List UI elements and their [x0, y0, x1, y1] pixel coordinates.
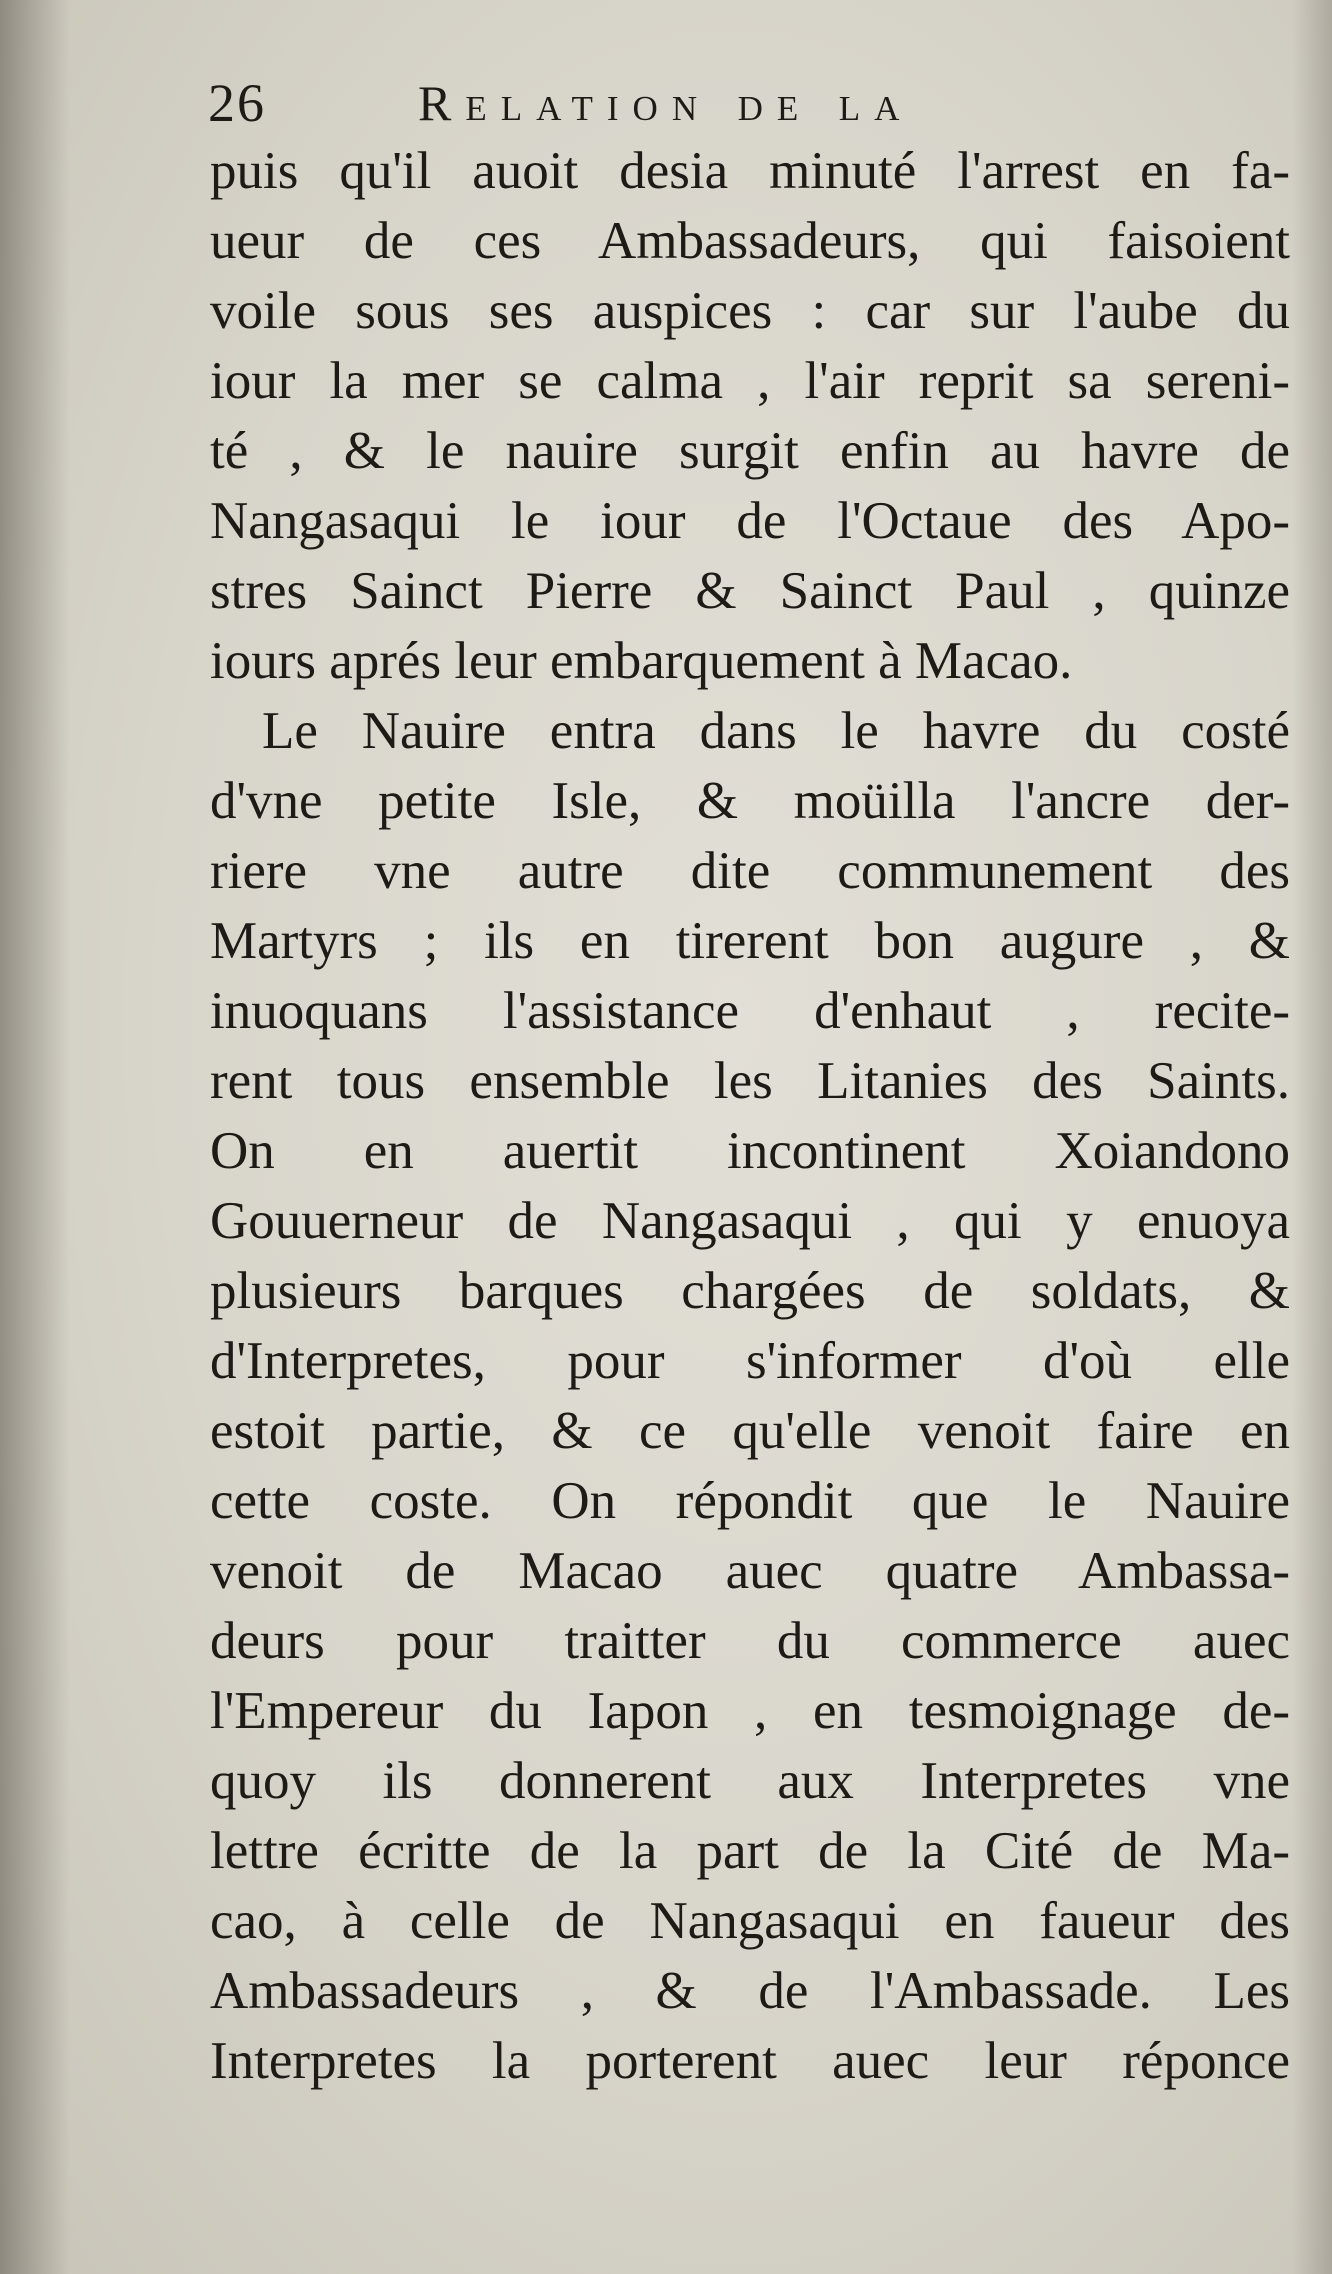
running-head — [208, 68, 1288, 138]
running-title: Relation de la — [418, 75, 914, 131]
text-line: Nangasaqui le iour de l'Octaue des Apo- — [210, 492, 1290, 550]
text-line: stres Sainct Pierre & Sainct Paul , quinze — [210, 562, 1290, 620]
text-line: cette coste. On répondit que le Nauire — [210, 1472, 1290, 1530]
text-line: estoit partie, & ce qu'elle venoit faire en — [210, 1402, 1290, 1460]
text-line: venoit de Macao auec quatre Ambassa- — [210, 1542, 1290, 1600]
text-line: Ambassadeurs , & de l'Ambassade. Les — [210, 1962, 1290, 2020]
text-line: té , & le nauire surgit enfin au havre de — [210, 422, 1290, 480]
page-number: 26 — [208, 73, 266, 133]
text-line: d'vne petite Isle, & moüilla l'ancre der- — [210, 772, 1290, 830]
text-line: lettre écritte de la part de la Cité de Ma- — [210, 1822, 1290, 1880]
text-line: d'Interpretes, pour s'informer d'où elle — [210, 1332, 1290, 1390]
text-line: Gouuerneur de Nangasaqui , qui y enuoya — [210, 1192, 1290, 1250]
text-line: puis qu'il auoit desia minuté l'arrest en fa- — [210, 142, 1290, 200]
text-line: l'Empereur du Iapon , en tesmoignage de- — [210, 1682, 1290, 1740]
text-line: riere vne autre dite communement des — [210, 842, 1290, 900]
text-line: cao, à celle de Nangasaqui en faueur des — [210, 1892, 1290, 1950]
gutter-shadow — [0, 0, 70, 2274]
text-line: On en auertit incontinent Xoiandono — [210, 1122, 1290, 1180]
text-line: iour la mer se calma , l'air reprit sa sereni- — [210, 352, 1290, 410]
text-line: rent tous ensemble les Litanies des Saints. — [210, 1052, 1290, 1110]
text-line: deurs pour traitter du commerce auec — [210, 1612, 1290, 1670]
text-line: inuoquans l'assistance d'enhaut , recite- — [210, 982, 1290, 1040]
text-line: voile sous ses auspices : car sur l'aube du — [210, 282, 1290, 340]
text-line: Interpretes la porterent auec leur réponce — [210, 2032, 1290, 2090]
page-edge-shadow — [1292, 0, 1332, 2274]
paragraph-end-line: iours aprés leur embarquement à Macao. — [210, 632, 1073, 690]
text-line: Martyrs ; ils en tirerent bon augure , & — [210, 912, 1290, 970]
body-text — [210, 136, 1290, 2096]
text-line: quoy ils donnerent aux Interpretes vne — [210, 1752, 1290, 1810]
paragraph-start-line: Le Nauire entra dans le havre du costé — [262, 702, 1290, 760]
text-line: plusieurs barques chargées de soldats, & — [210, 1262, 1290, 1320]
text-line: ueur de ces Ambassadeurs, qui faisoient — [210, 212, 1290, 270]
